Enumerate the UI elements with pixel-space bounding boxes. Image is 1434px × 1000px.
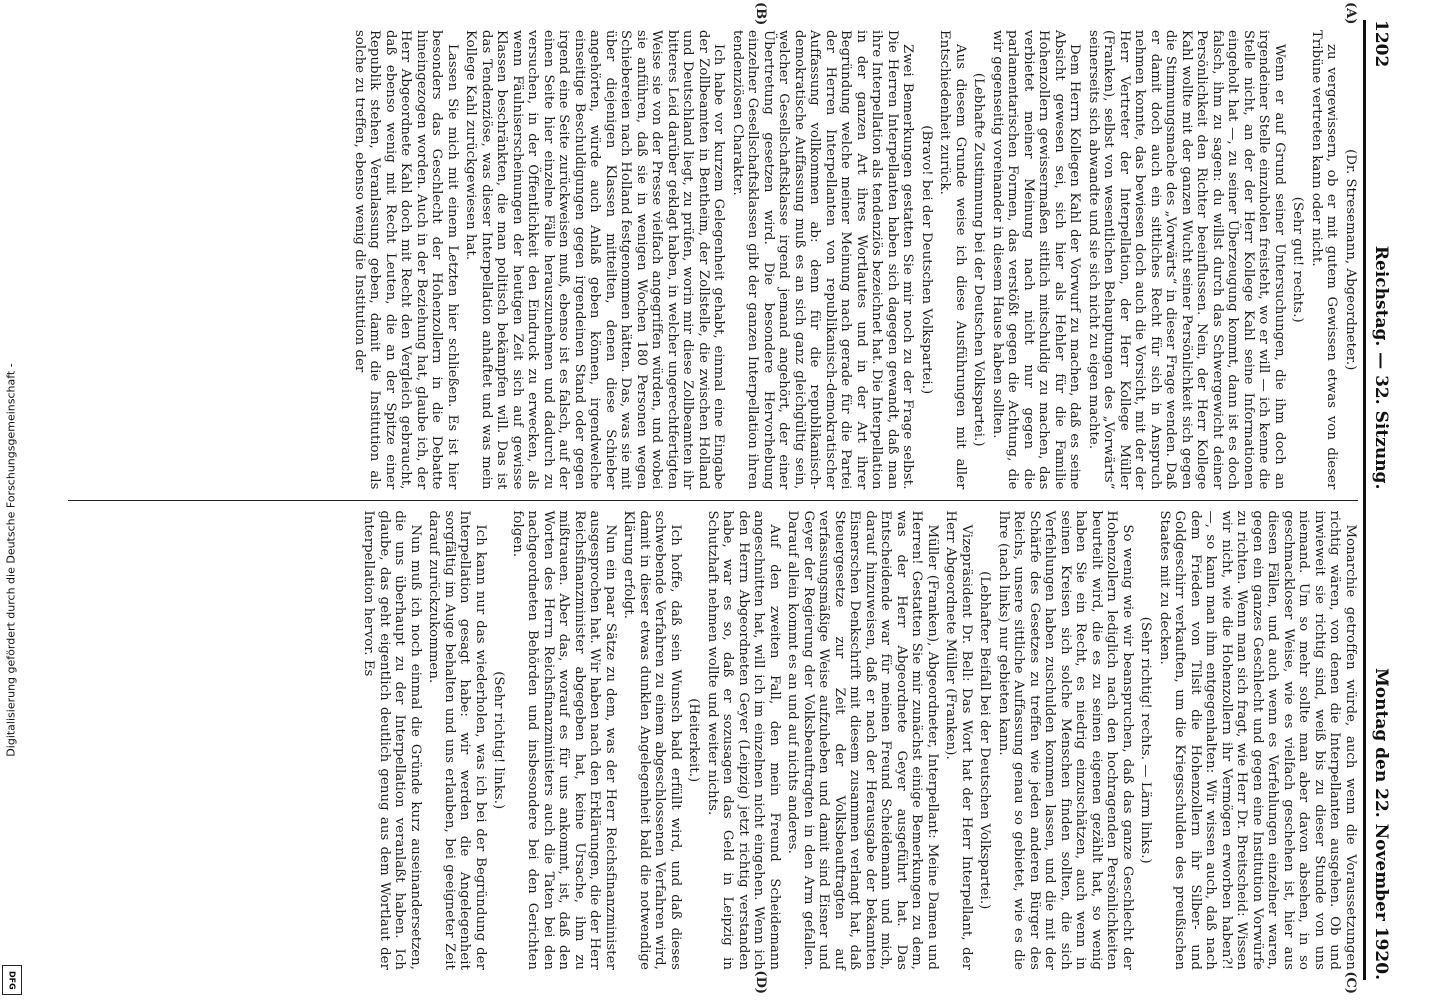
paragraph: Ich hoffe, daß sein Wunsch bald erfüllt wird, und daß dieses schwebende Verfahren zu einem abgeschlossenen Verfahren wird, damit in dieser etwas dunklen Angelegenheit bald die notwendige Klärung erfolgt. bbox=[621, 510, 683, 970]
credit-text: Digitalisierung gefördert durch die Deutsche Forschungsgemeinschaft - bbox=[4, 363, 18, 757]
paragraph: zu vergewissern, ob er mit gutem Gewissen etwas von dieser Tribüne vertreten kann oder nicht. bbox=[1309, 30, 1340, 490]
scanned-page bbox=[60, 0, 1400, 1000]
paragraph: Wenn er auf Grund seiner Untersuchungen, die ihm doch an irgendeiner Stelle einzuholen freisteht, wo er will — ich kenne die Stelle nicht, an der der Herr Kollege Kahl seine Informationen eingeholt hat —, zu seiner Überzeugung kommt, dann ist es doch falsch, ihm zu sagen: du willst durch das Schwergewicht deiner Persönlichkeit den Richter beeinflussen. Nein, der Herr Kollege Kahl wollte mit der ganzen Wucht seiner Persönlichkeit sich gegen die Stimmungsmache des „Vorwärts“ in dieser Frage wenden. Daß er damit doch auch ein sittliches Recht für sich in Anspruch nehmen konnte, das bewiesen doch auch die Vorsicht, mit der der Herr Vertreter der Interpellation, der Herr Kollege Müller (Franken), selbst von wesentlichen Behauptungen des „Vorwärts“ seinerseits sich abwandte und sie sich nicht zu eigen machte. bbox=[1086, 30, 1287, 490]
paragraph: Nun ein paar Sätze zu dem, was der Herr Reichsfinanzminister ausgesprochen hat. Wir haben nach den Erklärungen, die der Herr Reichsfinanzminister abgegeben hat, keine Ursache, ihm zu mißtrauen. Aber das, worauf es für uns ankommt, ist, daß den Worten des Herrn Reichsfinanzministers auch die Taten bei den nachgeordneten Behörden und insbesondere bei den Gerichten folgen. bbox=[510, 510, 618, 970]
header-session: Reichstag. — 32. Sitzung. bbox=[1371, 245, 1391, 490]
credit-strip bbox=[0, 0, 22, 1000]
paragraph: Dem Herrn Kollegen Kahl der Vorwurf zu machen, daß es seine Absicht gewesen sei, sich hier als Hehler für die Familie Hohenzollern gewissermaßen sittlich mitschuldig zu machen, das verbietet meiner Meinung nach nicht nur gegen die parlamentarischen Formen, das verstößt gegen die Achtung, die wir gegenseitig voreinander in diesem Hause haben sollten. bbox=[990, 30, 1083, 490]
text-columns bbox=[68, 2, 1358, 994]
left-column bbox=[68, 2, 1358, 500]
paragraph: Müller (Franken), Abgeordneter, Interpellant: Meine Damen und Herren! Gestatten Sie mir zunächst einige Bemerkungen zu dem, was der Herr Abgeordnete Geyer ausgeführt hat. Das Entscheidende war für meinen Freund Scheidemann und mich, darauf hinzuweisen, daß er nach der Herausgabe der bekannten Eisnerschen Denkschrift mit diesem zusammen verlangt hat, daß Steuergesetze zur Zeit der Volksbeauftragten auf verfassungsmäßige Weise aufzuheben und damit sind Eisner und Geyer der Regierung der Volksbeauftragten in den Arm gefallen. Darauf allein kommt es an und auf nichts anderes. bbox=[785, 510, 940, 970]
page-holder bbox=[60, 0, 1400, 1000]
paragraph: So wenig wie wir beanspruchen, daß das ganze Geschlecht der Hohenzollern lediglich nach den hochragenden Persönlichkeiten beurteilt wird, die es zu seinen eigenen gezählt hat, so wenig haben Sie ein Recht, es niedrig einzuschätzen, auch wenn in seinen Kreisen sich solche Menschen finden sollten, die sich Verfehlungen haben zuschulden kommen lassen, und die mit der Schärfe des Gesetzes zu treffen wie jeden anderen Bürger des Reichs, unsere sittliche Auffassung genau so gebietet, wie es die Ihre (nach links) nur gebieten kann. bbox=[996, 510, 1135, 970]
paragraph: (Dr. Stresemann, Abgeordneter.) bbox=[1343, 149, 1358, 371]
paragraph: Vizepräsident Dr. Bell: Das Wort hat der Herr Interpellant, der Herr Abgeordnete Müller (Franken). bbox=[943, 510, 974, 970]
paragraph: Monarchie getroffen würde, auch wenn die Voraussetzungen richtig wären, von denen die Interpellanten ausgehen. Ob und inwieweit sie richtig sind, weiß bis zu dieser Stunde von uns niemand. Um so mehr sollte man aber davon absehen, in so geschmackloser Weise, wie es vielfach geschehen ist, hier aus diesen Fällen, und auch wenn es Verfehlungen einzelner waren, gegen ein ganzes Geschlecht und gegen eine Institution Vorwürfe zu richten. Wenn man sich fragt, wie Herr Dr. Breitscheid: Wissen wir nicht, wie die Hohenzollern ihr Vermögen erworben haben?! —, so kann man ihm entgegenhalten: Wir wissen auch, daß nach dem Frieden von Tilsit die Hohenzollern ihr Silber- und Goldgeschirr verkauften, um die Kriegsschulden des preußischen Staates mit zu decken. bbox=[1157, 510, 1358, 970]
margin-mark-d: (D) bbox=[753, 970, 768, 994]
paragraph: Zwei Bemerkungen gestatten Sie mir noch zu der Frage selbst. Die Herren Interpellanten haben sich dagegen gewandt, daß man ihre Interpellation als tendenziös bezeichnet hat. Die Interpellation in der ganzen Art ihres Wortlautes und in der Art ihrer Begründung welche meiner Meinung nach gerade für die Partei der Herren Interpellanten von republikanisch-demokratischer Auffassung vollkommen ab: denn für die republikanisch-demokratische Auffassung muß es an sich ganz gleichgültig sein, welcher Gesellschaftsklasse irgend jemand angehört, der einer Übertretung gesetzen wird. Die besondere Hervorhebung einzelner Gesellschaftsklassen gibt der ganzen Interpellation ihren tendenziösen Charakter. bbox=[730, 30, 916, 490]
paragraph: Aus diesem Grunde weise ich diese Ausführungen mit aller Entschiedenheit zurück. bbox=[937, 30, 968, 490]
margin-mark-c: (C) bbox=[1343, 971, 1358, 994]
margin-mark-b: (B) bbox=[753, 2, 768, 26]
paragraph: Lassen Sie mich mit einem Letzten hier schließen. Es ist hier besonders das Geschlecht der Hohenzollern in die Debatte hineingezogen worden. Auch in der Beziehung hat, glaube ich, der Herr Abgeordnete Kahl doch mit Recht den Vergleich gebraucht, daß ebenso wenig mit Recht Leuten, die an der Spitze einer Republik stehen, Veranlassung geben, damit die Institution als solche zu treffen, ebenso wenig die Institution der bbox=[352, 30, 460, 490]
header-date: Montag den 22. November 1920. bbox=[1371, 667, 1391, 980]
margin-mark-a: (A) bbox=[1343, 2, 1358, 25]
paragraph: (Heiterkeit.) bbox=[686, 698, 702, 783]
paragraph: (Lebhafte Zustimmung bei der Deutschen Volkspartei.) bbox=[971, 72, 987, 447]
paragraph: Nun muß ich noch einmal die Gründe kurz auseinandersetzen, die uns überhaupt zu der Interpellation veranlaßt haben. Ich glaube, das geht eigentlich deutlich genug aus dem Wortlaut der Interpellation hervor. Es bbox=[361, 510, 423, 970]
paragraph: (Sehr gut! rechts.) bbox=[1290, 196, 1306, 323]
paragraph: (Bravo! bei der Deutschen Volkspartei.) bbox=[919, 125, 934, 395]
paragraph: (Sehr richtig! links.) bbox=[491, 671, 507, 810]
page-number: 1202 bbox=[1371, 20, 1391, 68]
paragraph: Auf den zweiten Fall, den mein Freund Scheidemann angeschnitten hat, will ich im einzelnen nicht eingehen. Wenn ich den Herrn Abgeordneten Geyer (Leipzig) jetzt richtig verstanden habe, war es so, daß er sozusagen das Geld in Leipzig in Schutzhaft nehmen wollte und weiter nichts. bbox=[705, 510, 782, 970]
paragraph: Ich habe vor kurzem Gelegenheit gehabt, einmal eine Eingabe der Zollbeamten in Bentheim, der Zollstelle, die zwischen Holland und Deutschland liegt, zu prüfen, worin mir diese Zollbeamten ihr bitteres Leid darüber geklagt haben, in welcher ungerechtfertigten Weise sie von der Presse vielfach angegriffen würden, und wobei sie anführen, daß sie in wenigen Wochen 180 Personen wegen Schiebereien nach Holland festgenommen hätten. Das, was sie mit über diejenigen Klassen mitteilten, denen diese Schieber angehörten, würde auch Anlaß geben können, irgendwelche einseitige Beschuldigungen gegen irgendeinen Stand oder gegen irgend eine Seite zurückweisen muß, ebenso ist es falsch, auf der einen Seite hier einzelne Fälle herauszunehmen und dadurch zu versuchen, in der Öffentlichkeit den Eindruck zu erwecken, als wenn Fäulniserscheinungen der heutigen Zeit sich auf gewisse Klassen beschränkten, die man politisch bekämpfen will. Das ist das Tendenziöse, was dieser Interpellation anhaftet und was mein Kollege Kahl zurückgewiesen hat. bbox=[463, 30, 727, 490]
paragraph: (Sehr richtig! rechts. — Lärm links.) bbox=[1138, 616, 1154, 864]
dfg-logo: DFG bbox=[2, 965, 22, 995]
right-column bbox=[68, 500, 1358, 994]
page-header bbox=[1363, 20, 1396, 980]
paragraph: (Lebhafter Beifall bei der Deutschen Volkspartei.) bbox=[977, 571, 993, 910]
paragraph: Ich kann nur das wiederholen, was ich bei der Begründung der Interpellation gesagt habe: wir werden die Angelegenheit sorgfältig im Auge behalten und uns erlauben, bei geeigneter Zeit darauf zurückzukommen. bbox=[426, 510, 488, 970]
